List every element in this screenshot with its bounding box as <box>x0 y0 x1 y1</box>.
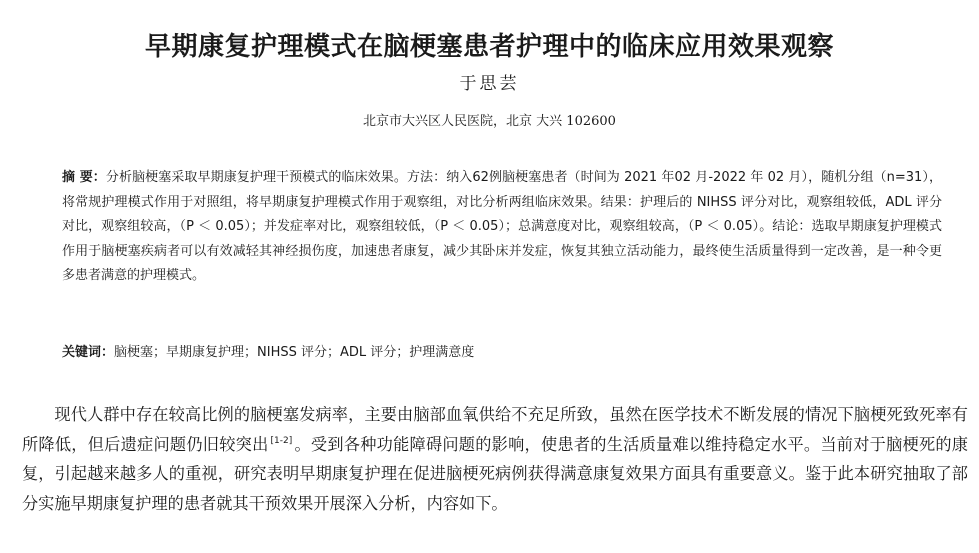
author-name: 于思芸 <box>459 74 520 94</box>
body-text-part-1: 现代人群中存在较高比例的脑梗塞发病率，主要由脑部血氧供给不充足所致，虽然在医学技术不断发展的情况下脑梗死致死率有所降低，但后遗症问题仍旧较突出 <box>22 405 968 454</box>
paper-title: 早期康复护理模式在脑梗塞患者护理中的临床应用效果观察 <box>144 32 834 63</box>
citation-reference: [1-2] <box>270 435 293 446</box>
body-paragraph <box>22 400 968 518</box>
abstract-text: 分析脑梗塞采取早期康复护理干预模式的临床效果。方法：纳入62例脑梗塞患者（时间为 2021 年02 月-2022 年 02 月），随机分组（n=31），将常规护理模式作用于对照组，将早期康复护理模式作用于观察组，对比分析两组临床效果。结果：护理后的 NIHSS 评分对比，观察组较低，ADL 评分对比，观察组较高，（P ＜ 0.05）；并发症率对比，观察组较低，（P ＜ 0.05）；总满意度对比，观察组较高，（P ＜ 0.05）。结论：选取早期康复护理模式作用于脑梗塞疾病者可以有效减轻其神经损伤度，加速患者康复，减少其卧床并发症，恢复其独立活动能力，最终使生活质量得到一定改善，是一种令更多患者满意的护理模式。 <box>62 170 942 284</box>
keywords-section <box>62 341 942 365</box>
body-text-part-2: 。受到各种功能障碍问题的影响，使患者的生活质量难以维持稳定水平。当前对于脑梗死的康复，引起越来越多人的重视，研究表明早期康复护理在促进脑梗死病例获得满意康复效果方面具有重要意义。鉴于此本研究抽取了部分实施早期康复护理的患者就其干预效果开展深入分析，内容如下。 <box>22 434 968 513</box>
keywords-text: 脑梗塞；早期康复护理；NIHSS 评分；ADL 评分；护理满意度 <box>114 345 475 360</box>
author-affiliation: 北京市大兴区人民医院，北京 大兴 102600 <box>363 114 616 129</box>
keywords-label: 关键词： <box>62 345 115 360</box>
abstract-label: 摘 要： <box>62 170 106 185</box>
abstract-section <box>62 166 942 289</box>
